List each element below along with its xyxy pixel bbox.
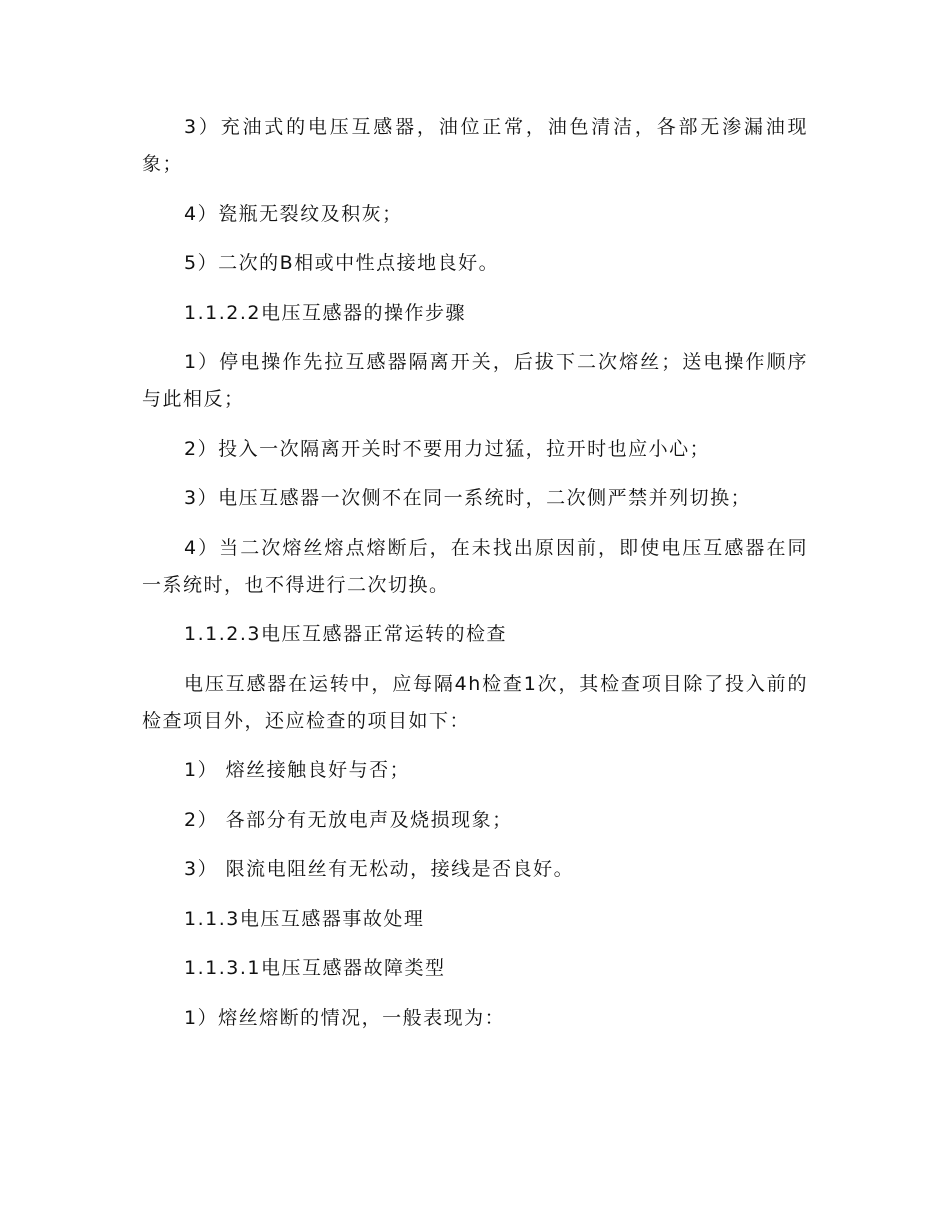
paragraph-step-2-switch: 2）投入一次隔离开关时不要用力过猛，拉开时也应小心； — [184, 437, 711, 460]
paragraph-step-3-parallel: 3）电压互感器一次侧不在同一系统时，二次侧严禁并列切换； — [184, 487, 752, 509]
paragraph-check-3-resistor: 3） 限流电阻丝有无松动，接线是否良好。 — [184, 858, 575, 880]
section-heading-1-1-2-2: 1.1.2.2电压互感器的操作步骤 — [184, 301, 466, 324]
paragraph-item-4-insulator: 4）瓷瓶无裂纹及积灰； — [184, 202, 403, 225]
document-body — [142, 109, 808, 1049]
section-heading-1-1-2-3: 1.1.2.3电压互感器正常运转的检查 — [184, 623, 507, 645]
paragraph-fault-1-fuse-blown: 1）熔丝熔断的情况，一般表现为： — [184, 1006, 506, 1029]
section-heading-1-1-3: 1.1.3电压互感器事故处理 — [184, 907, 425, 930]
paragraph-item-5-grounding: 5）二次的B相或中性点接地良好。 — [184, 252, 500, 274]
paragraph-check-2-discharge: 2） 各部分有无放电声及烧损现象； — [184, 808, 513, 831]
paragraph-step-1-power-off: 1）停电操作先拉互感器隔离开关，后拔下二次熔丝；送电操作顺序与此相反； — [142, 351, 808, 410]
paragraph-step-4-fuse: 4）当二次熔丝熔点熔断后，在未找出原因前，即使电压互感器在同一系统时，也不得进行二次切换。 — [142, 536, 808, 596]
section-heading-1-1-3-1: 1.1.3.1电压互感器故障类型 — [184, 957, 446, 979]
paragraph-inspection-intro: 电压互感器在运转中，应每隔4h检查1次，其检查项目除了投入前的检查项目外，还应检查的项目如下： — [142, 672, 808, 732]
paragraph-item-3-oil-filled: 3）充油式的电压互感器，油位正常，油色清洁，各部无渗漏油现象； — [142, 116, 808, 175]
paragraph-check-1-fuse-contact: 1） 熔丝接触良好与否； — [184, 759, 411, 781]
